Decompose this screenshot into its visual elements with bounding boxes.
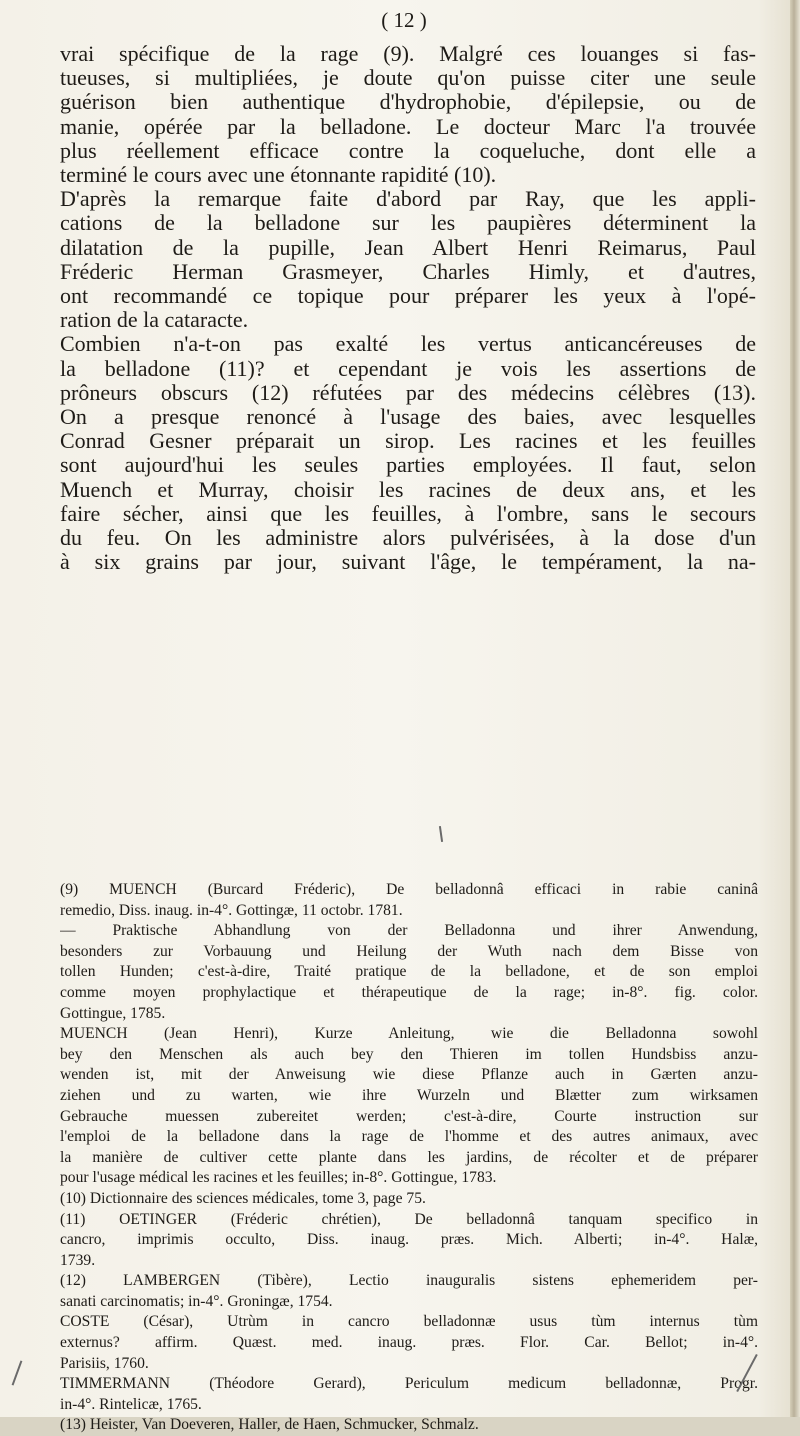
text-line: faire sécher, ainsi que les feuilles, à l'ombre, sans le secours <box>60 501 756 526</box>
text-line: à six grains par jour, suivant l'âge, le tempérament, la na- <box>60 550 756 575</box>
footnote-line: la manière de cultiver cette plante dans les jardins, de récolter et de préparer <box>60 1148 758 1166</box>
text-line: guérison bien authentique d'hydrophobie, d'épilepsie, ou de <box>60 90 756 115</box>
page-number: ( 12 ) <box>381 8 427 32</box>
text-line: cations de la belladone sur les paupières déterminent la <box>60 211 756 236</box>
footnote-line: — Praktische Abhandlung von der Belladonna und ihrer Anwendung, <box>60 922 758 940</box>
text-line: Combien n'a-t-on pas exalté les vertus anticancéreuses de <box>60 332 756 357</box>
text-line: la belladone (11)? et cependant je vois les assertions de <box>60 356 756 381</box>
footnote-line: externus? affirm. Quæst. med. inaug. præs. Flor. Car. Bellot; in-4°. <box>60 1334 758 1352</box>
footnote-line: pour l'usage médical les racines et les feuilles; in-8°. Gottingue, 1783. <box>60 1169 497 1187</box>
footnote-line: cancro, imprimis occulto, Diss. inaug. præs. Mich. Alberti; in-4°. Halæ, <box>60 1231 758 1249</box>
footnote-line: tollen Hunden; c'est-à-dire, Traité pratique de la belladone, et de son emploi <box>60 963 758 981</box>
page-edge <box>790 0 800 1417</box>
footnote-line: (12) LAMBERGEN (Tibère), Lectio inauguralis sistens ephemeridem per- <box>60 1272 758 1290</box>
footnote-line: l'emploi de la belladone dans la rage de l'homme et des autres animaux, avec <box>60 1128 758 1146</box>
text-line: sont aujourd'hui les seules parties employées. Il faut, selon <box>60 453 756 478</box>
footnote-line: Gebrauche muessen zubereitet werden; c'est-à-dire, Courte instruction sur <box>60 1107 758 1125</box>
text-line: du feu. On les administre alors pulvérisées, à la dose d'un <box>60 526 756 551</box>
footnote-line: (9) MUENCH (Burcard Fréderic), De belladonnâ efficaci in rabie caninâ <box>60 881 758 898</box>
footnote-line: (10) Dictionnaire des sciences médicales, tome 3, page 75. <box>60 1189 426 1207</box>
text-line: manie, opérée par la belladone. Le docteur Marc l'a trouvée <box>60 114 756 139</box>
main-text <box>60 42 756 574</box>
text-line: ration de la cataracte. <box>60 308 249 333</box>
text-line: dilatation de la pupille, Jean Albert Henri Reimarus, Paul <box>60 235 756 260</box>
text-line: Fréderic Herman Grasmeyer, Charles Himly, et d'autres, <box>60 259 756 284</box>
footnote-line: bey den Menschen als auch bey den Thieren im tollen Hundsbiss anzu- <box>60 1045 758 1063</box>
footnote-line: besonders zur Vorbauung und Heilung der Wuth nach dem Bisse von <box>60 942 758 960</box>
text-line: D'après la remarque faite d'abord par Ray, que les appli- <box>60 187 756 212</box>
footnote-line: remedio, Diss. inaug. in-4°. Gottingæ, 11 octobr. 1781. <box>60 901 403 919</box>
text-line: On a presque renoncé à l'usage des baies, avec lesquelles <box>60 405 756 430</box>
footnote-line: ziehen und zu warten, wie ihre Wurzeln und Blætter zum wirksamen <box>60 1086 758 1104</box>
text-line: tueuses, si multipliées, je doute qu'on puisse citer une seule <box>60 66 756 91</box>
footnote-line: (13) Heister, Van Doeveren, Haller, de Haen, Schmucker, Schmalz. <box>60 1416 479 1434</box>
footnote-line: MUENCH (Jean Henri), Kurze Anleitung, wie die Belladonna sowohl <box>60 1025 758 1043</box>
text-line: terminé le cours avec une étonnante rapidité (10). <box>60 163 497 188</box>
footnote-line: sanati carcinomatis; in-4°. Groningæ, 1754. <box>60 1292 333 1310</box>
text-line: vrai spécifique de la rage (9). Malgré ces louanges si fas- <box>60 42 756 66</box>
text-line: plus réellement efficace contre la coqueluche, dont elle a <box>60 138 756 163</box>
footnote-line: comme moyen prophylactique et thérapeutique de la rage; in-8°. fig. color. <box>60 983 758 1001</box>
footnote-line: Gottingue, 1785. <box>60 1004 166 1022</box>
text-line: prôneurs obscurs (12) réfutées par des médecins célèbres (13). <box>60 380 756 405</box>
text-line: ont recommandé ce topique pour préparer les yeux à l'opé- <box>60 284 756 309</box>
pencil-mark <box>12 1360 23 1385</box>
pencil-mark <box>439 826 443 842</box>
footnote-line: TIMMERMANN (Théodore Gerard), Periculum medicum belladonnæ, Progr. <box>60 1375 758 1393</box>
footnote-line: COSTE (César), Utrùm in cancro belladonnæ usus tùm internus tùm <box>60 1313 758 1331</box>
text-line: Muench et Murray, choisir les racines de deux ans, et les <box>60 477 756 502</box>
footnote-line: 1739. <box>60 1251 96 1269</box>
footnote-line: wenden ist, mit der Anweisung wie diese Pflanze auch in Gærten anzu- <box>60 1066 758 1084</box>
footnote-line: (11) OETINGER (Fréderic chrétien), De belladonnâ tanquam specifico in <box>60 1210 758 1228</box>
footnote-line: in-4°. Rintelicæ, 1765. <box>60 1395 202 1413</box>
footnotes <box>60 880 758 1436</box>
text-line: Conrad Gesner préparait un sirop. Les racines et les feuilles <box>60 429 756 454</box>
footnote-line: Parisiis, 1760. <box>60 1354 149 1372</box>
